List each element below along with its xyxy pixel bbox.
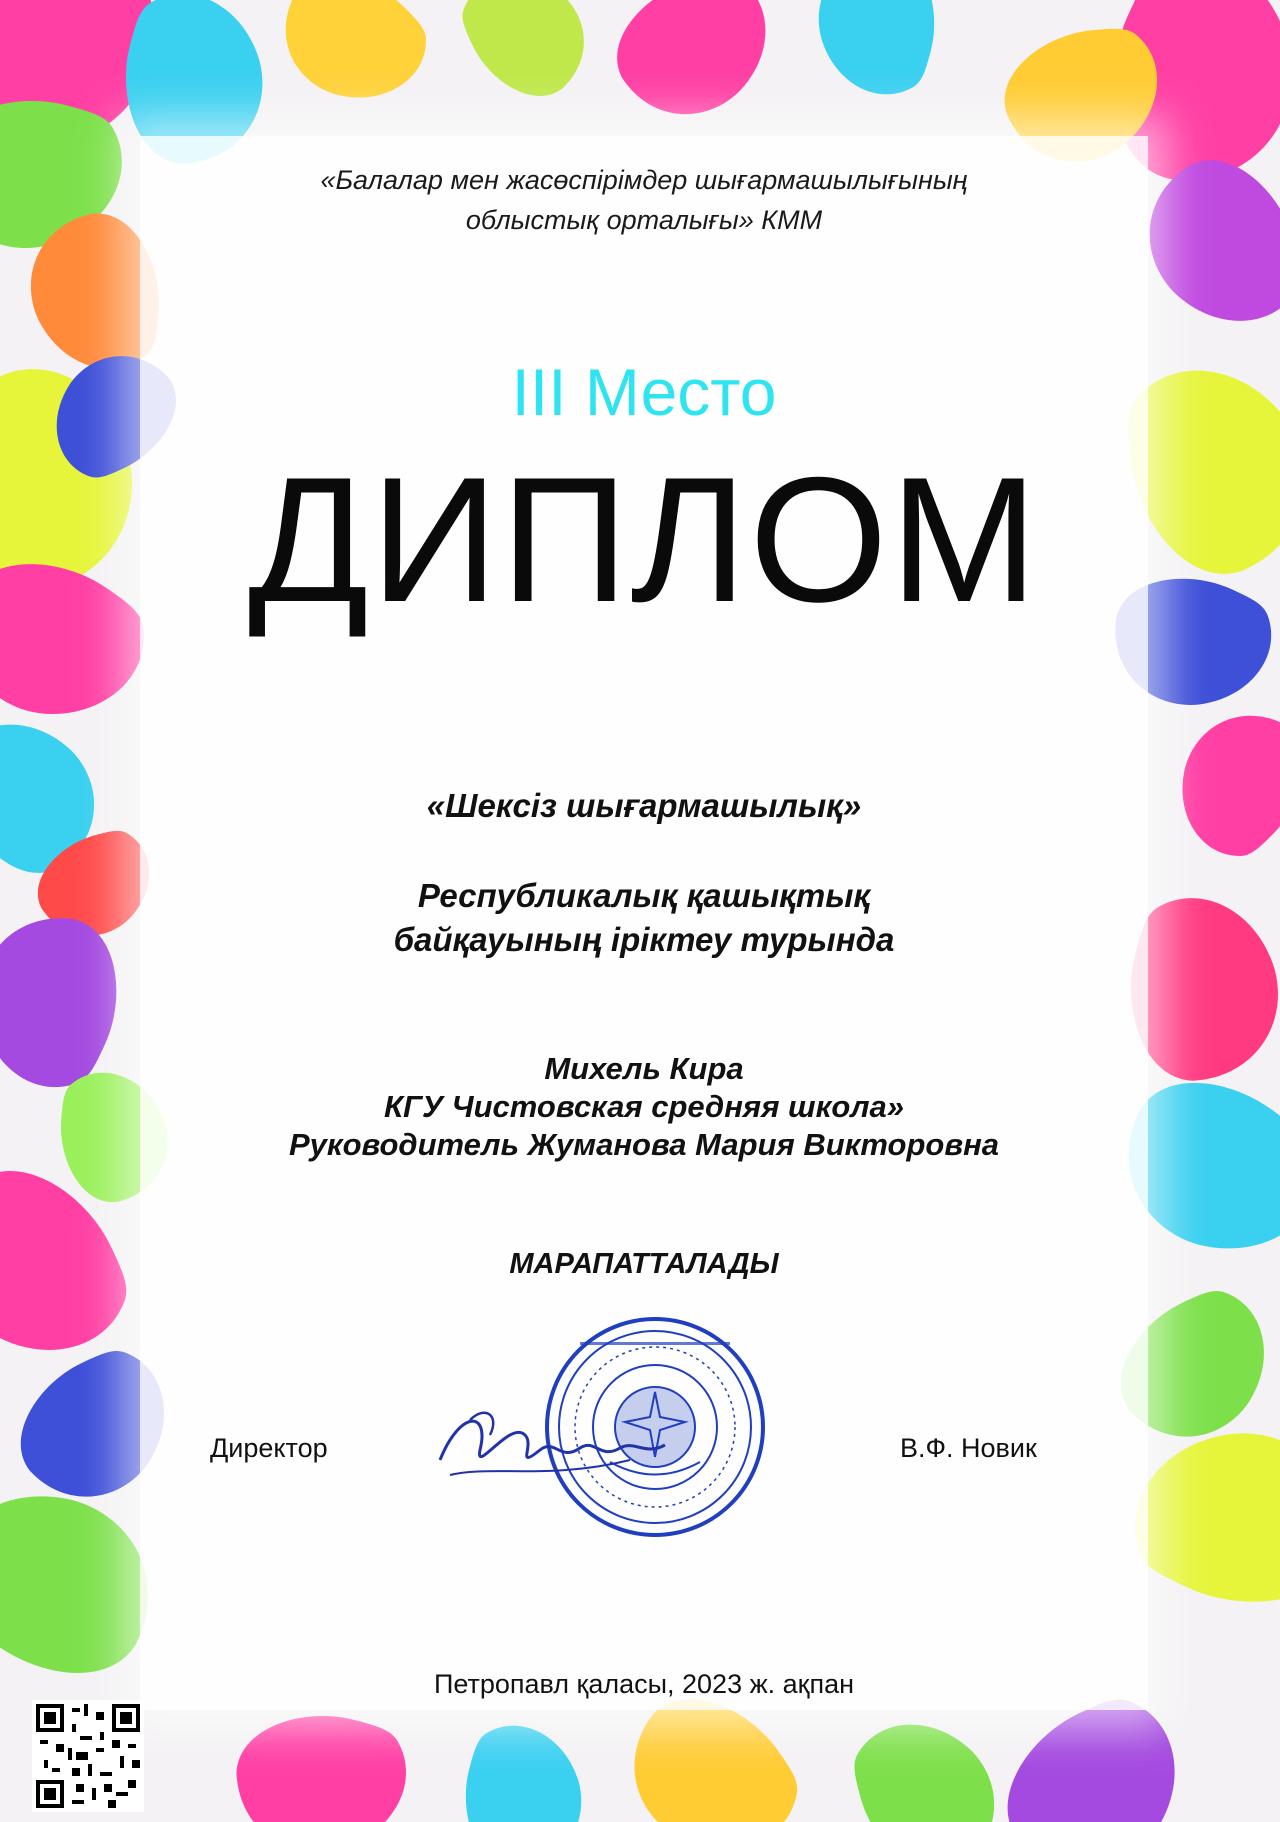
participant-name: Михель Кира <box>544 1051 744 1086</box>
organization-name <box>140 160 1148 240</box>
participant-supervisor: Руководитель Жуманова Мария Викторовна <box>288 1127 1000 1162</box>
participant-school: КГУ Чистовская средняя школа» <box>383 1089 905 1124</box>
contest-name: «Шексіз шығармашылық» <box>426 787 862 824</box>
diploma-title: ДИПЛОМ <box>248 440 1040 639</box>
awarded-label: МАРАПАТТАЛАДЫ <box>509 1248 779 1280</box>
director-signature <box>430 1390 690 1500</box>
place-and-date: Петропавл қаласы, 2023 ж. ақпан <box>433 1669 855 1699</box>
qr-code <box>32 1700 144 1812</box>
contest-stage-line-1: Республикалық қашықтық <box>417 877 871 914</box>
contest-stage <box>140 874 1148 962</box>
place-heading: III Место <box>511 355 777 429</box>
organization-line-2: облыстық орталығы» КММ <box>465 205 823 235</box>
participant-block <box>140 1050 1148 1164</box>
contest-stage-line-2: байқауының іріктеу турында <box>393 921 895 958</box>
organization-line-1: «Балалар мен жасөспірімдер шығармашылығының <box>320 165 968 195</box>
director-label: Директор <box>210 1433 328 1463</box>
director-name: В.Ф. Новик <box>900 1433 1037 1463</box>
